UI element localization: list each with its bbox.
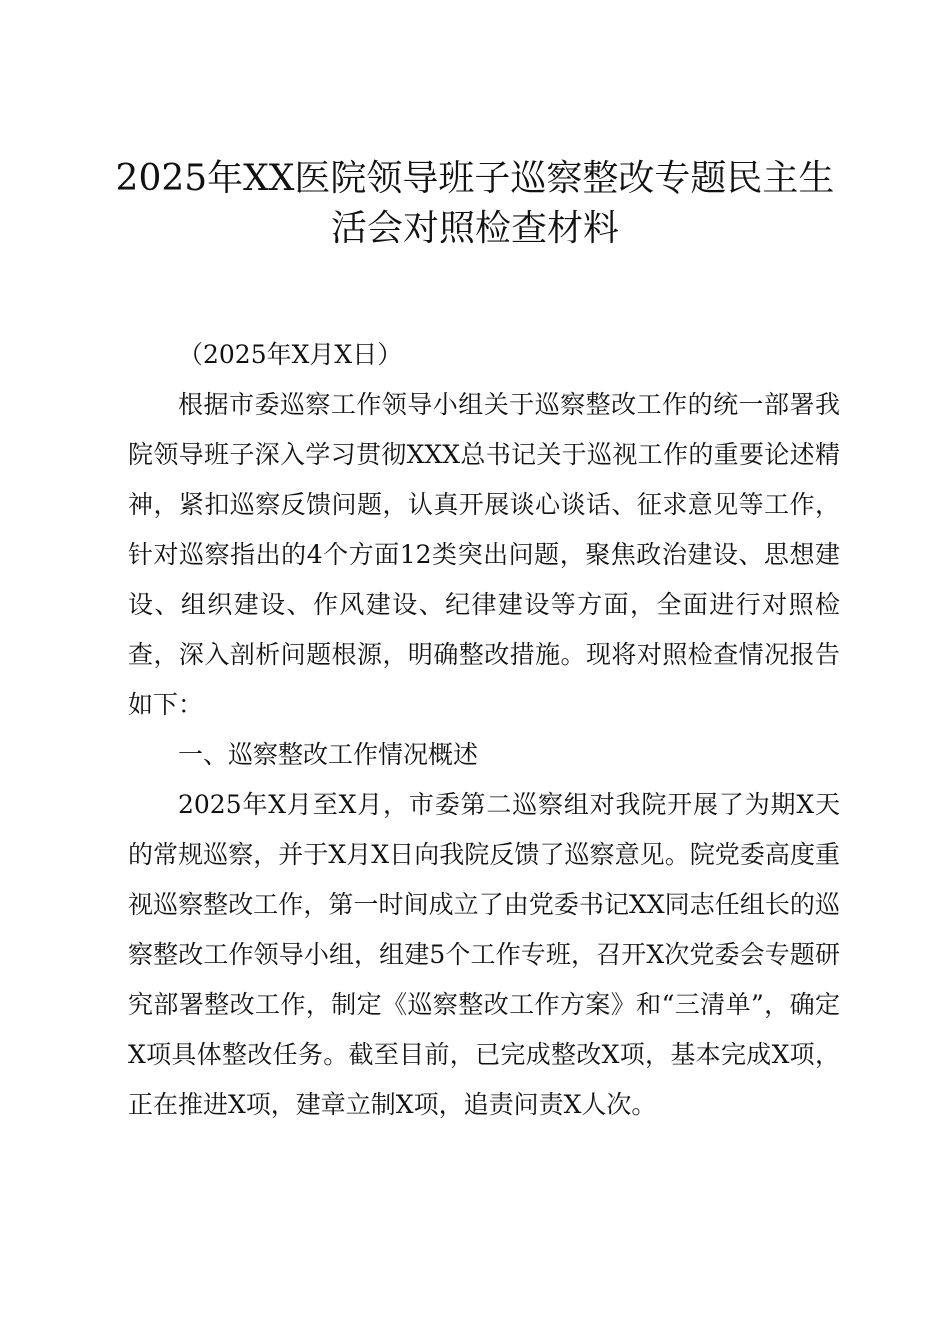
intro-paragraph: 根据市委巡察工作领导小组关于巡察整改工作的统一部署我院领导班子深入学习贯彻XXX总书记关于巡视工作的重要论述精神，紧扣巡察反馈问题，认真开展谈心谈话、征求意见等工作，针对巡察指出的4个方面12类突出问题，聚焦政治建设、思想建设、组织建设、作风建设、纪律建设等方面，全面进行对照检查，深入剖析问题根源，明确整改措施。现将对照检查情况报告如下： [128,390,840,719]
document-title-line-1: 2025年XX医院领导班子巡察整改专题民主生 [115,158,835,199]
document-date: （2025年X月X日） [178,340,403,369]
document-body [128,330,840,1130]
section-1-heading: 一、巡察整改工作情况概述 [178,740,479,769]
document-title-line-2: 活会对照检查材料 [330,208,619,249]
section-1-paragraph: 2025年X月至X月，市委第二巡察组对我院开展了为期X天的常规巡察，并于X月X日向我院反馈了巡察意见。院党委高度重视巡察整改工作，第一时间成立了由党委书记XX同志任组长的巡察整改工作领导小组，组建5个工作专班，召开X次党委会专题研究部署整改工作，制定《巡察整改工作方案》和“三清单”，确定X项具体整改任务。截至目前，已完成整改X项，基本完成X项，正在推进X项，建章立制X项，追责问责X人次。 [128,790,840,1119]
